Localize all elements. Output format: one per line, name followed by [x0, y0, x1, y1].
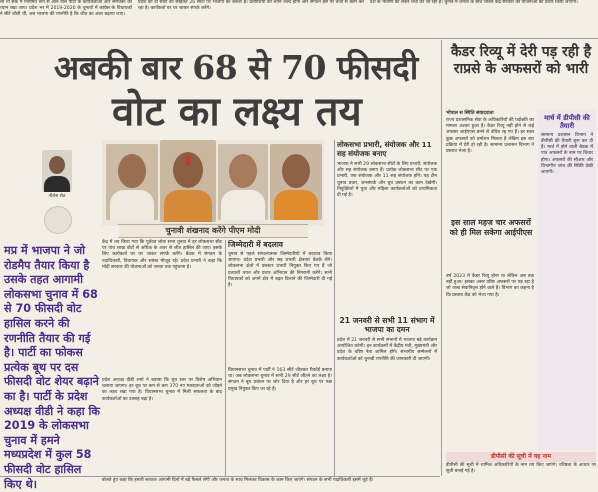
right-quote-text: इस साल महज चार अफसरों को ही मिल सकेगा आईपीएस — [449, 218, 533, 237]
photo-caption-text: चुनावी शंखनाद करेंगे पीएम मोदी — [165, 226, 261, 235]
top-left-text: ली ता सके में नियमित रूप से आने वाले पार्टी के कार्यकर्ताओं और समर्थकों का ध्यान रखा जाए। प्रदेश भर में 2019-2020 के चुनावों में कांग्रेस के विधायकों ने सीटें जीती थीं, अब भाजपा की रणनीति है कि जीत का अंतर बढ़ाया जाए। — [0, 0, 132, 18]
box3-title: 21 जनवरी से सभी 11 संभाग में भाजपा का दमन — [339, 316, 435, 335]
author-caption: नीलेश सेठ — [48, 194, 66, 199]
right-bottom-text: डीपीसी की सूची में शामिल अधिकारियों के नाम तय किए जाएंगे। वरिष्ठता के आधार पर सूची बनाई गई है। — [446, 463, 596, 475]
box2-text: भाजपा ने सभी 29 लोकसभा सीटों के लिए प्रभारी, संयोजक और सह संयोजक बनाए हैं। प्रत्येक लोकसभा सीट पर एक प्रभारी, एक संयोजक और 11 सह संयोजक होंगे। यह टीम चुनाव प्रचार, जनसंपर्क और बूथ प्रबंधन का काम देखेगी। नियुक्तियों में युवा और महिला कार्यकर्ताओं को प्राथमिकता दी गई है। — [337, 162, 437, 199]
right-bottom-label-text: डीपीसी की सूची में यह नाम — [490, 453, 552, 460]
author-portrait — [42, 150, 72, 192]
author-face — [49, 156, 65, 174]
box1-title: जिम्मेदारी में बदलाव — [228, 240, 284, 249]
author-shirt — [44, 176, 70, 192]
right-bottom-label — [446, 452, 596, 462]
right-box-title: मार्च में डीपीसी की तैयारी — [544, 114, 590, 131]
bottom-divider — [0, 476, 440, 477]
box3-text: प्रदेश में 21 जनवरी से सभी संभागों में भाजपा बड़े कार्यक्रम आयोजित करेगी। इन कार्यक्रमों में केंद्रीय मंत्री, मुख्यमंत्री और प्रदेश के वरिष्ठ नेता शामिल होंगे। संभागीय सम्मेलनों में कार्यकर्ताओं को चुनावी रणनीति की जानकारी दी जाएगी। — [337, 338, 437, 362]
right-box — [538, 110, 596, 450]
leader-photo-3 — [218, 144, 268, 220]
leader-coat-3 — [221, 190, 265, 220]
body-column-1b: प्रदेश अध्यक्ष वीडी शर्मा ने बताया कि बूथ स्तर पर विशेष अभियान चलाया जाएगा। हर बूथ पर कम से कम 370 नए मतदाताओं को जोड़ने का लक्ष्य रखा गया है। विधानसभा चुनाव में मिली सफलता के बाद कार्यकर्ताओं का उत्साह बढ़ा है। — [102, 378, 222, 402]
right-divider — [441, 40, 442, 476]
right-dateline: भोपाल स स्थिति संवाददाता — [446, 111, 494, 116]
body-column-1: केंद्र में तय किया गया कि पूर्ववत लोक सभा चुनाव में हर लोकसभा सीट पर पांच लाख वोटों से अधिक के अंतर से जीत हासिल की जाए। इसके लिए कार्यकर्ता घर घर जाकर संपर्क करेंगे। बैठक में संगठन के पदाधिकारी, विधायक और सांसद मौजूद रहे। प्रदेश प्रभारी ने कहा कि मोदी सरकार की योजनाओं को जनता तक पहुंचाना है। — [102, 240, 222, 270]
footer-text: बोलते हुए कहा कि हमारी सरकार आगामी दिनों में बड़े फैसले लेगी और जनता के साथ मिलकर विकास के काम किए जाएंगे। संगठन के सभी पदाधिकारी इसमें जुटे हैं। — [102, 478, 374, 483]
box1-text: चुनाव से पहले संगठनात्मक जिम्मेदारियों में बदलाव किया जाएगा। प्रदेश प्रभारी और सह प्रभारी क्षेत्रवार बैठकें लेंगे। लोकसभा क्षेत्रों में क्लस्टर प्रभारी नियुक्त किए गए हैं जो प्रत्याशी चयन और प्रचार अभियान की निगरानी करेंगे। सभी विधायकों को अपने क्षेत्र में बढ़त दिलाने की जिम्मेदारी दी गई है। — [228, 252, 332, 289]
leader-coat-1 — [110, 190, 154, 220]
leader-photo-4 — [270, 144, 322, 220]
right-headline: कैडर रिव्यू में देरी पड़ रही है राप्रसे के अफसरों को भारी — [450, 44, 592, 77]
top-mid-text: प्रदेश की दो सीटों को छोड़कर 26 सीटों पर भाजपा का कब्जा है। प्रत्याशियों का चयन जल्द होगा और संगठन इस पर तेजी से काम कर रहा है। कार्यकर्ता घर घर जाकर संपर्क करेंगे। — [138, 0, 364, 12]
box2-title: लोकसभा प्रभारी, संयोजक और 11 सह संयोजक बनाए — [337, 140, 432, 158]
leader-coat-2 — [164, 190, 212, 222]
right-box-text: सामान्य प्रशासन विभाग ने डीपीसी की तैयारी शुरू कर दी है। मार्च में होने वाली बैठक में पात्र अफसरों के नाम पर विचार होगा। अफसरों की सीआर और विभागीय जांच की स्थिति देखी जाएगी। — [541, 132, 593, 176]
page-badge-icon — [44, 206, 72, 234]
leader-photo-2 — [160, 140, 216, 222]
leader-photo-1 — [106, 144, 158, 220]
leader-face-1 — [118, 154, 146, 188]
leaders-photo-strip — [102, 140, 324, 226]
left-quote: मप्र में भाजपा ने जो रोडमैप तैयार किया है उसके तहत आगामी लोकसभा चुनाव में 68 से 70 फीसदी वोट हासिल करने की रणनीति तैयार की गई है। पार्टी का फोकस प्रत्येक बूथ पर दस फीसदी वोट शेयर बढ़ाने का है। पार्टी के प्रदेश अध्यक्ष वीडी ने कहा कि 2019 के लोकसभा चुनाव में हमने मध्यप्रदेश में कुल 58 फीसदी वोट हासिल किए थे। — [4, 244, 100, 491]
leader-face-3 — [229, 154, 257, 188]
right-column-b: वर्ष 2023 में कैडर रिव्यू होना था लेकिन अब तक नहीं हुआ। इसका असर वरिष्ठ अफसरों पर पड़ रहा है जो जल्द सेवानिवृत्त होने वाले हैं। विभाग का कहना है कि प्रस्ताव केंद्र को भेजा गया है। — [446, 274, 534, 298]
right-quote-box — [446, 216, 536, 272]
leader-coat-4 — [274, 190, 318, 220]
top-divider — [0, 38, 598, 39]
right-column-a: राज्य प्रशासनिक सेवा के अधिकारियों की पदोन्नति का मामला अटका हुआ है। कैडर रिव्यू नहीं होने से कई अफसर आईएएस बनने से वंचित रह गए हैं। हर साल कुछ अफसरों को प्रमोशन मिलता है लेकिन इस बार प्रक्रिया में देरी हो रही है। सामान्य प्रशासन विभाग ने प्रस्ताव भेजा है। — [446, 118, 534, 155]
photo-caption — [118, 224, 308, 238]
main-headline-line1: अबकी बार 68 से 70 फीसदी — [54, 48, 418, 87]
body-column-3: विधानसभा चुनाव में पार्टी ने 163 सीटें जीतकर रिकॉर्ड बनाया था। अब लोकसभा चुनाव में सभी 29 सीटें जीतने का लक्ष्य है। संगठन ने बूथ प्रबंधन पर जोर दिया है और हर बूथ पर पन्ना प्रमुख नियुक्त किए जा रहे हैं। — [228, 368, 332, 392]
top-right-text: देश के भविष्य को लेकर चर्चा की जा रही है। चुनाव में जनता के बीच जाकर केंद्र सरकार की योजनाओं का प्रचार किया जाएगा। — [370, 0, 578, 5]
leader-tilak-2 — [186, 156, 190, 166]
leader-face-4 — [282, 154, 310, 188]
mid-divider-2 — [334, 140, 335, 476]
main-headline-line2: वोट का लक्ष्य तय — [112, 88, 362, 135]
mid-divider-1 — [225, 240, 226, 476]
